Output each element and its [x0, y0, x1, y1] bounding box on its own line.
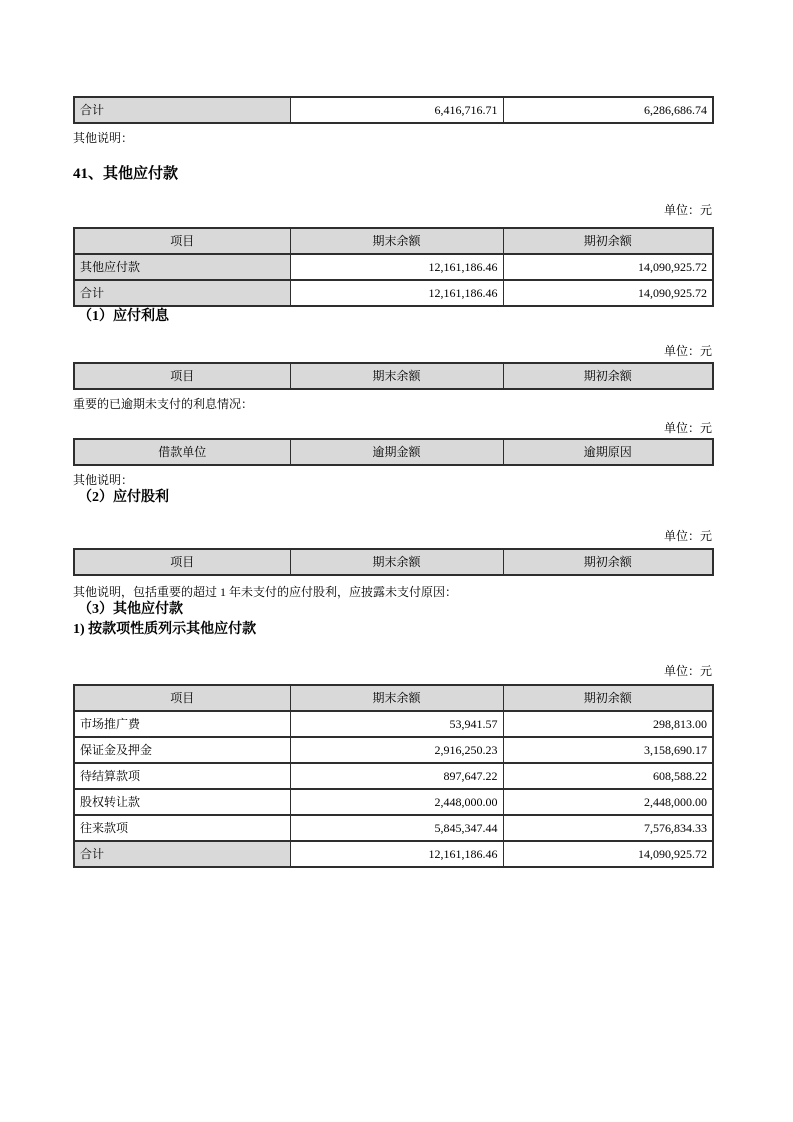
table-header-row: [74, 228, 713, 254]
row-label-cell: 往来款项: [74, 815, 290, 841]
ending-balance-cell: 53,941.57: [290, 711, 503, 737]
table-row: [74, 97, 713, 123]
table-row: [74, 711, 713, 737]
ending-balance-cell: 12,161,186.46: [290, 254, 503, 280]
header-ending-balance: 期末余额: [290, 228, 503, 254]
beginning-balance-cell: 7,576,834.33: [503, 815, 713, 841]
table-row: [74, 737, 713, 763]
header-beginning-balance: 期初余额: [503, 363, 713, 389]
beginning-balance-cell: 3,158,690.17: [503, 737, 713, 763]
dividends-note: 其他说明，包括重要的超过 1 年未支付的应付股利，应披露未支付原因：: [73, 585, 458, 599]
header-item: 项目: [74, 549, 290, 575]
header-item: 项目: [74, 685, 290, 711]
header-borrower-unit: 借款单位: [74, 439, 290, 465]
unit-label: 单位：元: [663, 529, 712, 543]
beginning-balance-cell: 14,090,925.72: [503, 280, 713, 306]
overdue-interest-note: 重要的已逾期未支付的利息情况：: [73, 397, 254, 411]
header-ending-balance: 期末余额: [290, 549, 503, 575]
table-header-row: [74, 549, 713, 575]
table-header-row: [74, 439, 713, 465]
subsection-1-title: （1）应付利息: [78, 309, 169, 324]
row-label-cell: 保证金及押金: [74, 737, 290, 763]
beginning-balance-cell: 14,090,925.72: [503, 254, 713, 280]
overdue-interest-table: [73, 438, 714, 466]
subsection-3-list-title: 1) 按款项性质列示其他应付款: [73, 622, 257, 637]
ending-balance-cell: 2,448,000.00: [290, 789, 503, 815]
ending-balance-cell: 6,416,716.71: [290, 97, 503, 123]
table-row: [74, 815, 713, 841]
other-note-label: 其他说明：: [73, 131, 134, 145]
header-ending-balance: 期末余额: [290, 685, 503, 711]
header-item: 项目: [74, 228, 290, 254]
interest-payable-table: [73, 362, 714, 390]
dividends-payable-table: [73, 548, 714, 576]
subsection-2-title: （2）应付股利: [78, 490, 169, 505]
other-payables-summary-table: [73, 227, 714, 307]
header-ending-balance: 期末余额: [290, 363, 503, 389]
ending-balance-cell: 2,916,250.23: [290, 737, 503, 763]
beginning-balance-cell: 608,588.22: [503, 763, 713, 789]
table-row: [74, 763, 713, 789]
total-label-cell: 合计: [74, 841, 290, 867]
table-row: [74, 789, 713, 815]
previous-table-total-fragment: [73, 96, 714, 124]
ending-balance-cell: 12,161,186.46: [290, 841, 503, 867]
header-beginning-balance: 期初余额: [503, 549, 713, 575]
ending-balance-cell: 12,161,186.46: [290, 280, 503, 306]
unit-label: 单位：元: [663, 344, 712, 358]
row-label-cell: 股权转让款: [74, 789, 290, 815]
total-label-cell: 合计: [74, 280, 290, 306]
beginning-balance-cell: 2,448,000.00: [503, 789, 713, 815]
unit-label: 单位：元: [663, 203, 712, 217]
header-item: 项目: [74, 363, 290, 389]
header-beginning-balance: 期初余额: [503, 685, 713, 711]
ending-balance-cell: 897,647.22: [290, 763, 503, 789]
unit-label: 单位：元: [663, 664, 712, 678]
ending-balance-cell: 5,845,347.44: [290, 815, 503, 841]
header-beginning-balance: 期初余额: [503, 228, 713, 254]
table-row: [74, 254, 713, 280]
subsection-3-title: （3）其他应付款: [78, 602, 183, 617]
section-41-title: 41、其他应付款: [73, 166, 179, 182]
beginning-balance-cell: 14,090,925.72: [503, 841, 713, 867]
beginning-balance-cell: 298,813.00: [503, 711, 713, 737]
total-label-cell: 合计: [74, 97, 290, 123]
table-header-row: [74, 363, 713, 389]
table-row: [74, 841, 713, 867]
other-note-label: 其他说明：: [73, 473, 134, 487]
row-label-cell: 其他应付款: [74, 254, 290, 280]
table-header-row: [74, 685, 713, 711]
header-overdue-reason: 逾期原因: [503, 439, 713, 465]
other-payables-by-nature-table: [73, 684, 714, 868]
row-label-cell: 市场推广费: [74, 711, 290, 737]
beginning-balance-cell: 6,286,686.74: [503, 97, 713, 123]
row-label-cell: 待结算款项: [74, 763, 290, 789]
header-overdue-amount: 逾期金额: [290, 439, 503, 465]
unit-label: 单位：元: [663, 421, 712, 435]
table-row: [74, 280, 713, 306]
